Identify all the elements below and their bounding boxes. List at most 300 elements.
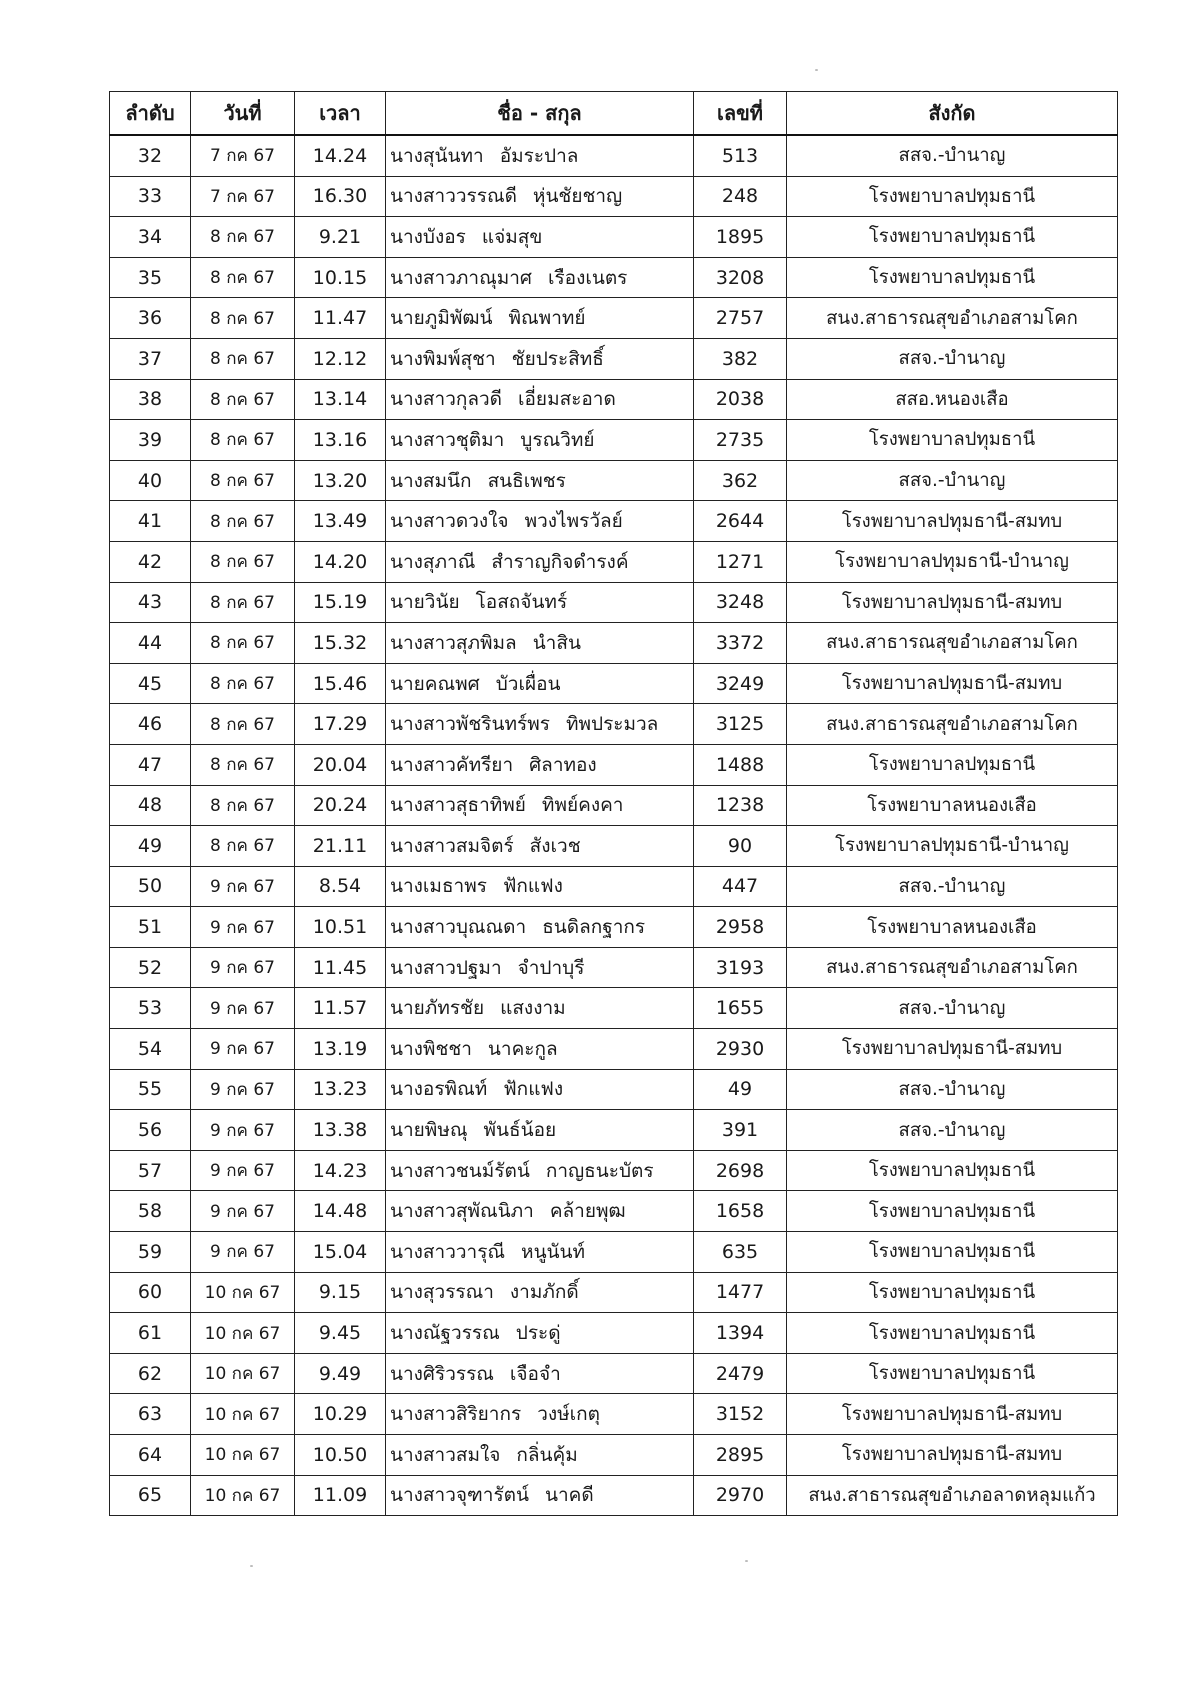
row-number: 635 bbox=[694, 1232, 787, 1273]
row-date: 10 กค 67 bbox=[191, 1272, 295, 1313]
row-date: 8 กค 67 bbox=[191, 541, 295, 582]
row-date: 9 กค 67 bbox=[191, 1150, 295, 1191]
row-number: 447 bbox=[694, 866, 787, 907]
table-row bbox=[110, 257, 1118, 298]
row-name bbox=[386, 1150, 694, 1191]
row-time: 17.29 bbox=[295, 704, 386, 745]
last-name: พวงไพรวัลย์ bbox=[524, 510, 623, 533]
row-date: 8 กค 67 bbox=[191, 379, 295, 420]
row-affiliation: โรงพยาบาลปทุมธานี-สมทบ bbox=[787, 501, 1118, 542]
row-name bbox=[386, 1394, 694, 1435]
row-time: 10.50 bbox=[295, 1435, 386, 1476]
table-row bbox=[110, 541, 1118, 582]
row-affiliation: โรงพยาบาลหนองเสือ bbox=[787, 907, 1118, 948]
last-name: สังเวช bbox=[529, 834, 581, 857]
row-affiliation: โรงพยาบาลปทุมธานี bbox=[787, 217, 1118, 258]
header-number: เลขที่ bbox=[694, 92, 787, 136]
table-row bbox=[110, 1191, 1118, 1232]
last-name: สนธิเพชร bbox=[487, 469, 566, 492]
row-number: 382 bbox=[694, 338, 787, 379]
row-affiliation: สสจ.-บำนาญ bbox=[787, 135, 1118, 176]
row-time: 12.12 bbox=[295, 338, 386, 379]
row-name bbox=[386, 1232, 694, 1273]
last-name: ศิลาทอง bbox=[529, 753, 597, 776]
table-row bbox=[110, 338, 1118, 379]
row-name bbox=[386, 541, 694, 582]
row-date: 8 กค 67 bbox=[191, 582, 295, 623]
row-number: 3208 bbox=[694, 257, 787, 298]
first-name: นายภัทรชัย bbox=[390, 997, 485, 1020]
row-affiliation: โรงพยาบาลปทุมธานี-สมทบ bbox=[787, 1435, 1118, 1476]
row-name bbox=[386, 298, 694, 339]
row-time: 15.04 bbox=[295, 1232, 386, 1273]
row-name bbox=[386, 623, 694, 664]
row-affiliation: โรงพยาบาลปทุมธานี-บำนาญ bbox=[787, 826, 1118, 867]
row-order: 46 bbox=[110, 704, 191, 745]
table-row bbox=[110, 988, 1118, 1029]
row-number: 362 bbox=[694, 460, 787, 501]
row-affiliation: สสจ.-บำนาญ bbox=[787, 1110, 1118, 1151]
row-number: 391 bbox=[694, 1110, 787, 1151]
row-affiliation: สนง.สาธารณสุขอำเภอสามโคก bbox=[787, 298, 1118, 339]
last-name: บูรณวิทย์ bbox=[520, 428, 595, 451]
row-affiliation: โรงพยาบาลปทุมธานี bbox=[787, 1353, 1118, 1394]
row-time: 13.14 bbox=[295, 379, 386, 420]
row-name bbox=[386, 1313, 694, 1354]
row-number: 90 bbox=[694, 826, 787, 867]
row-order: 61 bbox=[110, 1313, 191, 1354]
row-date: 8 กค 67 bbox=[191, 257, 295, 298]
row-date: 8 กค 67 bbox=[191, 338, 295, 379]
first-name: นางสาววารุณี bbox=[390, 1240, 506, 1263]
row-time: 11.09 bbox=[295, 1475, 386, 1516]
row-time: 8.54 bbox=[295, 866, 386, 907]
row-name bbox=[386, 1029, 694, 1070]
table-row bbox=[110, 1475, 1118, 1516]
first-name: นางสาวชนม์รัตน์ bbox=[390, 1159, 530, 1182]
row-date: 8 กค 67 bbox=[191, 501, 295, 542]
row-date: 8 กค 67 bbox=[191, 623, 295, 664]
scan-speck bbox=[250, 1565, 253, 1567]
last-name: หุ่นชัยชาญ bbox=[532, 185, 623, 208]
first-name: นางสาวสุภพิมล bbox=[390, 631, 517, 654]
first-name: นางสาวสิริยากร bbox=[390, 1403, 522, 1426]
row-name bbox=[386, 704, 694, 745]
first-name: นางสาวปฐมา bbox=[390, 956, 502, 979]
table-row bbox=[110, 135, 1118, 176]
table-row bbox=[110, 947, 1118, 988]
row-affiliation: โรงพยาบาลปทุมธานี bbox=[787, 744, 1118, 785]
last-name: พันธ์น้อย bbox=[483, 1119, 557, 1142]
first-name: นางสาวสุพัณนิภา bbox=[390, 1200, 534, 1223]
row-time: 21.11 bbox=[295, 826, 386, 867]
row-time: 14.23 bbox=[295, 1150, 386, 1191]
header-name: ชื่อ - สกุล bbox=[386, 92, 694, 136]
row-number: 513 bbox=[694, 135, 787, 176]
row-time: 13.19 bbox=[295, 1029, 386, 1070]
row-order: 65 bbox=[110, 1475, 191, 1516]
row-order: 55 bbox=[110, 1069, 191, 1110]
last-name: งามภักดิ์ bbox=[509, 1281, 579, 1304]
first-name: นางสมนึก bbox=[390, 469, 472, 492]
last-name: นาคะกูล bbox=[487, 1037, 558, 1060]
row-affiliation: โรงพยาบาลปทุมธานี bbox=[787, 1232, 1118, 1273]
row-name bbox=[386, 1475, 694, 1516]
row-number: 3248 bbox=[694, 582, 787, 623]
first-name: นางสาวคัทรียา bbox=[390, 753, 514, 776]
row-time: 13.49 bbox=[295, 501, 386, 542]
row-affiliation: สนง.สาธารณสุขอำเภอสามโคก bbox=[787, 623, 1118, 664]
row-date: 9 กค 67 bbox=[191, 1029, 295, 1070]
row-affiliation: สสจ.-บำนาญ bbox=[787, 1069, 1118, 1110]
row-name bbox=[386, 1272, 694, 1313]
row-order: 41 bbox=[110, 501, 191, 542]
row-date: 8 กค 67 bbox=[191, 420, 295, 461]
row-date: 9 กค 67 bbox=[191, 1110, 295, 1151]
last-name: ทิพประมวล bbox=[565, 713, 659, 736]
row-number: 2735 bbox=[694, 420, 787, 461]
last-name: นาคดี bbox=[544, 1484, 594, 1507]
row-date: 8 กค 67 bbox=[191, 217, 295, 258]
row-time: 15.46 bbox=[295, 663, 386, 704]
table-row bbox=[110, 1029, 1118, 1070]
row-affiliation: สสอ.หนองเสือ bbox=[787, 379, 1118, 420]
row-affiliation: โรงพยาบาลปทุมธานี bbox=[787, 1313, 1118, 1354]
last-name: เจือจำ bbox=[509, 1362, 561, 1385]
row-number: 1271 bbox=[694, 541, 787, 582]
row-name bbox=[386, 947, 694, 988]
row-affiliation: สสจ.-บำนาญ bbox=[787, 866, 1118, 907]
row-name bbox=[386, 135, 694, 176]
table-row bbox=[110, 460, 1118, 501]
row-affiliation: สสจ.-บำนาญ bbox=[787, 338, 1118, 379]
row-date: 8 กค 67 bbox=[191, 826, 295, 867]
row-date: 9 กค 67 bbox=[191, 1069, 295, 1110]
registration-table bbox=[109, 91, 1118, 1516]
row-number: 248 bbox=[694, 176, 787, 217]
row-affiliation: โรงพยาบาลปทุมธานี-บำนาญ bbox=[787, 541, 1118, 582]
row-name bbox=[386, 257, 694, 298]
row-number: 1895 bbox=[694, 217, 787, 258]
table-body bbox=[110, 135, 1118, 1516]
row-order: 33 bbox=[110, 176, 191, 217]
row-name bbox=[386, 176, 694, 217]
first-name: นางสุวรรณา bbox=[390, 1281, 494, 1304]
last-name: พิณพาทย์ bbox=[508, 307, 586, 330]
row-order: 48 bbox=[110, 785, 191, 826]
row-affiliation: โรงพยาบาลปทุมธานี bbox=[787, 1191, 1118, 1232]
table-row bbox=[110, 623, 1118, 664]
row-date: 7 กค 67 bbox=[191, 135, 295, 176]
row-order: 32 bbox=[110, 135, 191, 176]
scan-speck bbox=[745, 1560, 748, 1562]
last-name: แสงงาม bbox=[500, 997, 566, 1020]
table-row bbox=[110, 1313, 1118, 1354]
row-name bbox=[386, 338, 694, 379]
row-number: 1238 bbox=[694, 785, 787, 826]
row-order: 37 bbox=[110, 338, 191, 379]
row-order: 40 bbox=[110, 460, 191, 501]
last-name: กลิ่นคุ้ม bbox=[516, 1443, 578, 1466]
row-time: 13.38 bbox=[295, 1110, 386, 1151]
last-name: คล้ายพุฒ bbox=[549, 1200, 626, 1223]
last-name: ฟักแฟง bbox=[503, 1078, 564, 1101]
table-row bbox=[110, 420, 1118, 461]
last-name: สำราญกิจดำรงค์ bbox=[491, 550, 629, 573]
row-time: 9.45 bbox=[295, 1313, 386, 1354]
row-number: 2757 bbox=[694, 298, 787, 339]
table-row bbox=[110, 582, 1118, 623]
row-order: 45 bbox=[110, 663, 191, 704]
first-name: นางสุนันทา bbox=[390, 144, 484, 167]
row-name bbox=[386, 785, 694, 826]
first-name: นางสุภาณี bbox=[390, 550, 476, 573]
row-order: 42 bbox=[110, 541, 191, 582]
row-name bbox=[386, 217, 694, 258]
header-time: เวลา bbox=[295, 92, 386, 136]
last-name: ทิพย์คงคา bbox=[541, 794, 624, 817]
first-name: นางสาวชุติมา bbox=[390, 428, 505, 451]
row-order: 43 bbox=[110, 582, 191, 623]
row-date: 9 กค 67 bbox=[191, 866, 295, 907]
row-order: 54 bbox=[110, 1029, 191, 1070]
row-order: 49 bbox=[110, 826, 191, 867]
row-number: 2970 bbox=[694, 1475, 787, 1516]
last-name: หนูนันท์ bbox=[521, 1240, 586, 1263]
row-time: 9.21 bbox=[295, 217, 386, 258]
row-time: 14.20 bbox=[295, 541, 386, 582]
last-name: ธนดิลกฐากร bbox=[542, 916, 646, 939]
row-order: 50 bbox=[110, 866, 191, 907]
last-name: อัมระปาล bbox=[499, 144, 579, 167]
row-date: 9 กค 67 bbox=[191, 907, 295, 948]
row-order: 56 bbox=[110, 1110, 191, 1151]
row-order: 52 bbox=[110, 947, 191, 988]
row-affiliation: โรงพยาบาลปทุมธานี bbox=[787, 257, 1118, 298]
table-row bbox=[110, 1353, 1118, 1394]
table-row bbox=[110, 744, 1118, 785]
first-name: นางณัฐวรรณ bbox=[390, 1322, 500, 1345]
first-name: นายพิษณุ bbox=[390, 1119, 468, 1142]
row-order: 64 bbox=[110, 1435, 191, 1476]
row-number: 49 bbox=[694, 1069, 787, 1110]
row-name bbox=[386, 988, 694, 1029]
row-affiliation: โรงพยาบาลปทุมธานี-สมทบ bbox=[787, 663, 1118, 704]
row-date: 10 กค 67 bbox=[191, 1435, 295, 1476]
row-date: 8 กค 67 bbox=[191, 704, 295, 745]
row-number: 2895 bbox=[694, 1435, 787, 1476]
row-number: 1655 bbox=[694, 988, 787, 1029]
table-row bbox=[110, 217, 1118, 258]
table-header bbox=[110, 92, 1118, 136]
last-name: ฟักแฟง bbox=[502, 875, 563, 898]
table-row bbox=[110, 1232, 1118, 1273]
header-date: วันที่ bbox=[191, 92, 295, 136]
table-row bbox=[110, 1150, 1118, 1191]
row-date: 8 กค 67 bbox=[191, 298, 295, 339]
row-date: 9 กค 67 bbox=[191, 1232, 295, 1273]
row-name bbox=[386, 866, 694, 907]
first-name: นายวินัย bbox=[390, 591, 460, 614]
row-date: 9 กค 67 bbox=[191, 947, 295, 988]
row-time: 13.20 bbox=[295, 460, 386, 501]
row-order: 38 bbox=[110, 379, 191, 420]
table-row bbox=[110, 1435, 1118, 1476]
table-row bbox=[110, 298, 1118, 339]
row-affiliation: สนง.สาธารณสุขอำเภอสามโคก bbox=[787, 947, 1118, 988]
row-order: 59 bbox=[110, 1232, 191, 1273]
last-name: ชัยประสิทธิ์ bbox=[511, 347, 604, 370]
first-name: นางพิชชา bbox=[390, 1037, 472, 1060]
first-name: นางอรพิณท์ bbox=[390, 1078, 488, 1101]
row-time: 11.45 bbox=[295, 947, 386, 988]
row-number: 2698 bbox=[694, 1150, 787, 1191]
table-row bbox=[110, 1110, 1118, 1151]
row-date: 7 กค 67 bbox=[191, 176, 295, 217]
row-time: 11.57 bbox=[295, 988, 386, 1029]
row-name bbox=[386, 744, 694, 785]
row-number: 1477 bbox=[694, 1272, 787, 1313]
row-name bbox=[386, 1069, 694, 1110]
row-number: 1658 bbox=[694, 1191, 787, 1232]
header-row bbox=[110, 92, 1118, 136]
last-name: ประดู่ bbox=[515, 1322, 561, 1345]
row-name bbox=[386, 501, 694, 542]
row-name bbox=[386, 420, 694, 461]
row-time: 13.23 bbox=[295, 1069, 386, 1110]
row-time: 10.51 bbox=[295, 907, 386, 948]
row-order: 44 bbox=[110, 623, 191, 664]
row-number: 2038 bbox=[694, 379, 787, 420]
row-order: 47 bbox=[110, 744, 191, 785]
row-number: 2930 bbox=[694, 1029, 787, 1070]
last-name: โอสถจันทร์ bbox=[475, 591, 568, 614]
row-date: 10 กค 67 bbox=[191, 1313, 295, 1354]
table-row bbox=[110, 176, 1118, 217]
first-name: นายคณพศ bbox=[390, 672, 480, 695]
first-name: นางสาวพัชรินทร์พร bbox=[390, 713, 550, 736]
row-time: 15.32 bbox=[295, 623, 386, 664]
row-date: 8 กค 67 bbox=[191, 744, 295, 785]
row-time: 16.30 bbox=[295, 176, 386, 217]
row-name bbox=[386, 907, 694, 948]
header-order: ลำดับ bbox=[110, 92, 191, 136]
last-name: แจ่มสุข bbox=[481, 225, 543, 248]
table-row bbox=[110, 663, 1118, 704]
row-order: 36 bbox=[110, 298, 191, 339]
row-date: 10 กค 67 bbox=[191, 1353, 295, 1394]
row-affiliation: โรงพยาบาลปทุมธานี-สมทบ bbox=[787, 582, 1118, 623]
row-time: 9.49 bbox=[295, 1353, 386, 1394]
header-affiliation: สังกัด bbox=[787, 92, 1118, 136]
row-order: 35 bbox=[110, 257, 191, 298]
row-time: 14.24 bbox=[295, 135, 386, 176]
first-name: นางพิมพ์สุชา bbox=[390, 347, 496, 370]
row-date: 9 กค 67 bbox=[191, 1191, 295, 1232]
row-order: 60 bbox=[110, 1272, 191, 1313]
first-name: นางเมธาพร bbox=[390, 875, 487, 898]
table-row bbox=[110, 704, 1118, 745]
row-affiliation: สสจ.-บำนาญ bbox=[787, 988, 1118, 1029]
row-number: 2644 bbox=[694, 501, 787, 542]
row-date: 8 กค 67 bbox=[191, 663, 295, 704]
row-order: 34 bbox=[110, 217, 191, 258]
row-time: 10.29 bbox=[295, 1394, 386, 1435]
row-affiliation: สนง.สาธารณสุขอำเภอลาดหลุมแก้ว bbox=[787, 1475, 1118, 1516]
row-time: 15.19 bbox=[295, 582, 386, 623]
first-name: นางสาวภาณุมาศ bbox=[390, 266, 532, 289]
last-name: กาญธนะบัตร bbox=[545, 1159, 654, 1182]
row-time: 20.04 bbox=[295, 744, 386, 785]
table-row bbox=[110, 501, 1118, 542]
row-name bbox=[386, 826, 694, 867]
first-name: นางสาวบุณณดา bbox=[390, 916, 527, 939]
row-time: 14.48 bbox=[295, 1191, 386, 1232]
last-name: เรืองเนตร bbox=[547, 266, 628, 289]
first-name: นางศิริวรรณ bbox=[390, 1362, 494, 1385]
table-row bbox=[110, 379, 1118, 420]
row-order: 39 bbox=[110, 420, 191, 461]
row-affiliation: โรงพยาบาลปทุมธานี-สมทบ bbox=[787, 1029, 1118, 1070]
first-name: นางสาวจุฑารัตน์ bbox=[390, 1484, 529, 1507]
row-affiliation: โรงพยาบาลปทุมธานี bbox=[787, 1272, 1118, 1313]
row-affiliation: สสจ.-บำนาญ bbox=[787, 460, 1118, 501]
row-order: 57 bbox=[110, 1150, 191, 1191]
row-time: 10.15 bbox=[295, 257, 386, 298]
first-name: นางสาวสมจิตร์ bbox=[390, 834, 514, 857]
last-name: จำปาบุรี bbox=[517, 956, 585, 979]
table-row bbox=[110, 1394, 1118, 1435]
row-affiliation: โรงพยาบาลปทุมธานี bbox=[787, 176, 1118, 217]
table-row bbox=[110, 1272, 1118, 1313]
row-number: 1488 bbox=[694, 744, 787, 785]
first-name: นางบังอร bbox=[390, 225, 466, 248]
row-name bbox=[386, 663, 694, 704]
row-date: 10 กค 67 bbox=[191, 1475, 295, 1516]
row-date: 8 กค 67 bbox=[191, 785, 295, 826]
row-order: 58 bbox=[110, 1191, 191, 1232]
last-name: เอี่ยมสะอาด bbox=[518, 388, 616, 411]
row-time: 20.24 bbox=[295, 785, 386, 826]
scan-speck bbox=[815, 69, 818, 71]
first-name: นายภูมิพัฒน์ bbox=[390, 307, 493, 330]
row-date: 10 กค 67 bbox=[191, 1394, 295, 1435]
row-number: 3193 bbox=[694, 947, 787, 988]
row-number: 2479 bbox=[694, 1353, 787, 1394]
row-affiliation: โรงพยาบาลหนองเสือ bbox=[787, 785, 1118, 826]
row-date: 9 กค 67 bbox=[191, 988, 295, 1029]
row-name bbox=[386, 1191, 694, 1232]
row-name bbox=[386, 379, 694, 420]
first-name: นางสาวดวงใจ bbox=[390, 510, 509, 533]
row-time: 13.16 bbox=[295, 420, 386, 461]
row-time: 11.47 bbox=[295, 298, 386, 339]
row-name bbox=[386, 460, 694, 501]
last-name: บัวเผื่อน bbox=[495, 672, 561, 695]
row-number: 3125 bbox=[694, 704, 787, 745]
row-number: 3152 bbox=[694, 1394, 787, 1435]
row-number: 1394 bbox=[694, 1313, 787, 1354]
row-affiliation: โรงพยาบาลปทุมธานี bbox=[787, 420, 1118, 461]
row-order: 53 bbox=[110, 988, 191, 1029]
row-affiliation: โรงพยาบาลปทุมธานี-สมทบ bbox=[787, 1394, 1118, 1435]
row-order: 63 bbox=[110, 1394, 191, 1435]
row-name bbox=[386, 1110, 694, 1151]
first-name: นางสาวกุลวดี bbox=[390, 388, 503, 411]
table-row bbox=[110, 907, 1118, 948]
row-date: 8 กค 67 bbox=[191, 460, 295, 501]
table-row bbox=[110, 826, 1118, 867]
